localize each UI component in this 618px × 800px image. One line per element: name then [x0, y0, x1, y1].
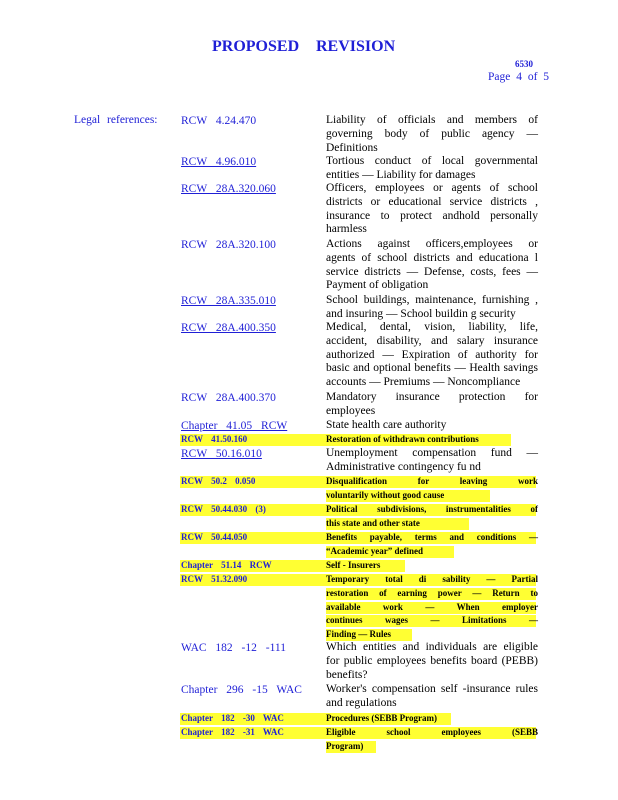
description-line: accident, disability, and salary insurance	[326, 334, 538, 347]
description-line: Restoration of withdrawn contributions	[326, 434, 479, 444]
description-line: governing body of public agency —	[326, 127, 538, 140]
description-line: Eligible school employees (SEBB	[326, 727, 538, 737]
reference-description	[326, 559, 538, 573]
description-line: insurance to protect andhold personally	[326, 209, 538, 222]
description-line: and regulations	[326, 696, 397, 709]
reference-description	[326, 238, 538, 293]
description-line: and insuring — School buildin g security	[326, 307, 516, 320]
description-line: Administrative contingency fu nd	[326, 460, 481, 473]
description-line: available work — When employer	[326, 601, 538, 612]
reference-description	[326, 475, 538, 503]
description-line: benefits?	[326, 668, 368, 681]
reference-description	[326, 447, 538, 475]
reference-citation: RCW 28A.320.100	[181, 239, 276, 251]
description-line: authorized — Expiration of authority for	[326, 348, 538, 361]
reference-description	[326, 726, 538, 754]
reference-description	[326, 712, 538, 726]
reference-citation[interactable]: RCW 28A.320.060	[181, 183, 276, 195]
title-word-revision: REVISION	[316, 38, 396, 55]
description-line: State health care authority	[326, 419, 447, 431]
description-line: districts or educational service districts ,	[326, 195, 538, 208]
description-line: Program)	[326, 740, 364, 751]
description-line: restoration of earning power — Return to	[326, 587, 538, 598]
description-line: Finding — Rules	[326, 629, 392, 640]
reference-description	[326, 433, 538, 447]
description-line: this state and other state	[326, 517, 420, 528]
page-number: Page 4 of 5	[488, 71, 550, 83]
reference-citation[interactable]: RCW 4.96.010	[181, 156, 257, 168]
description-line: Actions against officers,employees or	[326, 238, 538, 250]
reference-description	[326, 155, 538, 183]
description-line: Procedures (SEBB Program)	[326, 713, 437, 723]
description-line: Officers, employees or agents of school	[326, 182, 538, 194]
reference-description	[326, 573, 538, 642]
reference-citation: Chapter 182 -31 WAC	[181, 727, 284, 737]
reference-citation: RCW 4.24.470	[181, 115, 257, 127]
legal-references-label: Legal references:	[74, 114, 158, 126]
reference-citation: Chapter 296 -15 WAC	[181, 684, 302, 696]
reference-citation: RCW 50.2 0.050	[181, 476, 256, 486]
reference-description	[326, 391, 538, 419]
description-line: voluntarily without good cause	[326, 489, 445, 500]
description-line: Self - Insurers	[326, 560, 381, 570]
description-line: School buildings, maintenance, furnishing ,	[326, 294, 538, 306]
description-line: Medical, dental, vision, liability, life,	[326, 321, 538, 333]
description-line: Liability of officials and members of	[326, 114, 538, 126]
reference-description	[326, 182, 538, 237]
reference-citation: RCW 41.50.160	[181, 434, 248, 444]
description-line: Tortious conduct of local governmental	[326, 155, 538, 167]
reference-citation: RCW 28A.400.370	[181, 392, 276, 404]
reference-citation: WAC 182 -12 -111	[181, 642, 286, 654]
description-line: continues wages — Limitations —	[326, 615, 538, 626]
description-line: Unemployment compensation fund —	[326, 447, 538, 459]
reference-description	[326, 683, 538, 711]
reference-description	[326, 531, 538, 559]
description-line: harmless	[326, 223, 367, 236]
reference-citation[interactable]: Chapter 41.05 RCW	[181, 420, 288, 432]
reference-citation: RCW 51.32.090	[181, 574, 248, 584]
description-line: employees	[326, 404, 376, 417]
reference-citation: Chapter 51.14 RCW	[181, 560, 272, 570]
reference-description	[326, 641, 538, 682]
description-line: accounts — Premiums — Noncompliance	[326, 376, 521, 389]
description-line: for public employees benefits board (PEBB)	[326, 654, 538, 667]
description-line: Benefits payable, terms and conditions —	[326, 532, 538, 542]
description-line: Mandatory insurance protection for	[326, 391, 538, 403]
reference-citation[interactable]: RCW 28A.335.010	[181, 295, 276, 307]
reference-citation: RCW 50.44.030 (3)	[181, 504, 266, 514]
description-line: Disqualification for leaving work	[326, 476, 538, 486]
description-line: entities — Liability for damages	[326, 168, 476, 181]
reference-citation: Chapter 182 -30 WAC	[181, 713, 284, 723]
description-line: Temporary total di sability — Partial	[326, 574, 538, 584]
reference-description	[326, 503, 538, 531]
reference-citation: RCW 50.44.050	[181, 532, 248, 542]
description-line: Payment of obligation	[326, 279, 429, 292]
description-line: Which entities and individuals are eligible	[326, 641, 538, 653]
reference-citation[interactable]: RCW 50.16.010	[181, 448, 262, 460]
reference-description	[326, 294, 538, 322]
reference-description	[326, 419, 538, 433]
reference-citation[interactable]: RCW 28A.400.350	[181, 322, 276, 334]
description-line: Worker's compensation self -insurance rules	[326, 683, 538, 695]
reference-description	[326, 114, 538, 155]
description-line: basic and optional benefits — Health savings	[326, 362, 538, 375]
description-line: Definitions	[326, 141, 378, 154]
title-word-proposed: PROPOSED	[212, 38, 300, 55]
description-line: service districts — Defense, costs, fees —	[326, 265, 538, 278]
description-line: “Academic year” defined	[326, 545, 423, 556]
policy-number: 6530	[515, 59, 533, 69]
description-line: agents of school districts and educationa l	[326, 251, 538, 264]
description-line: Political subdivisions, instrumentalities of	[326, 504, 538, 514]
reference-description	[326, 321, 538, 390]
